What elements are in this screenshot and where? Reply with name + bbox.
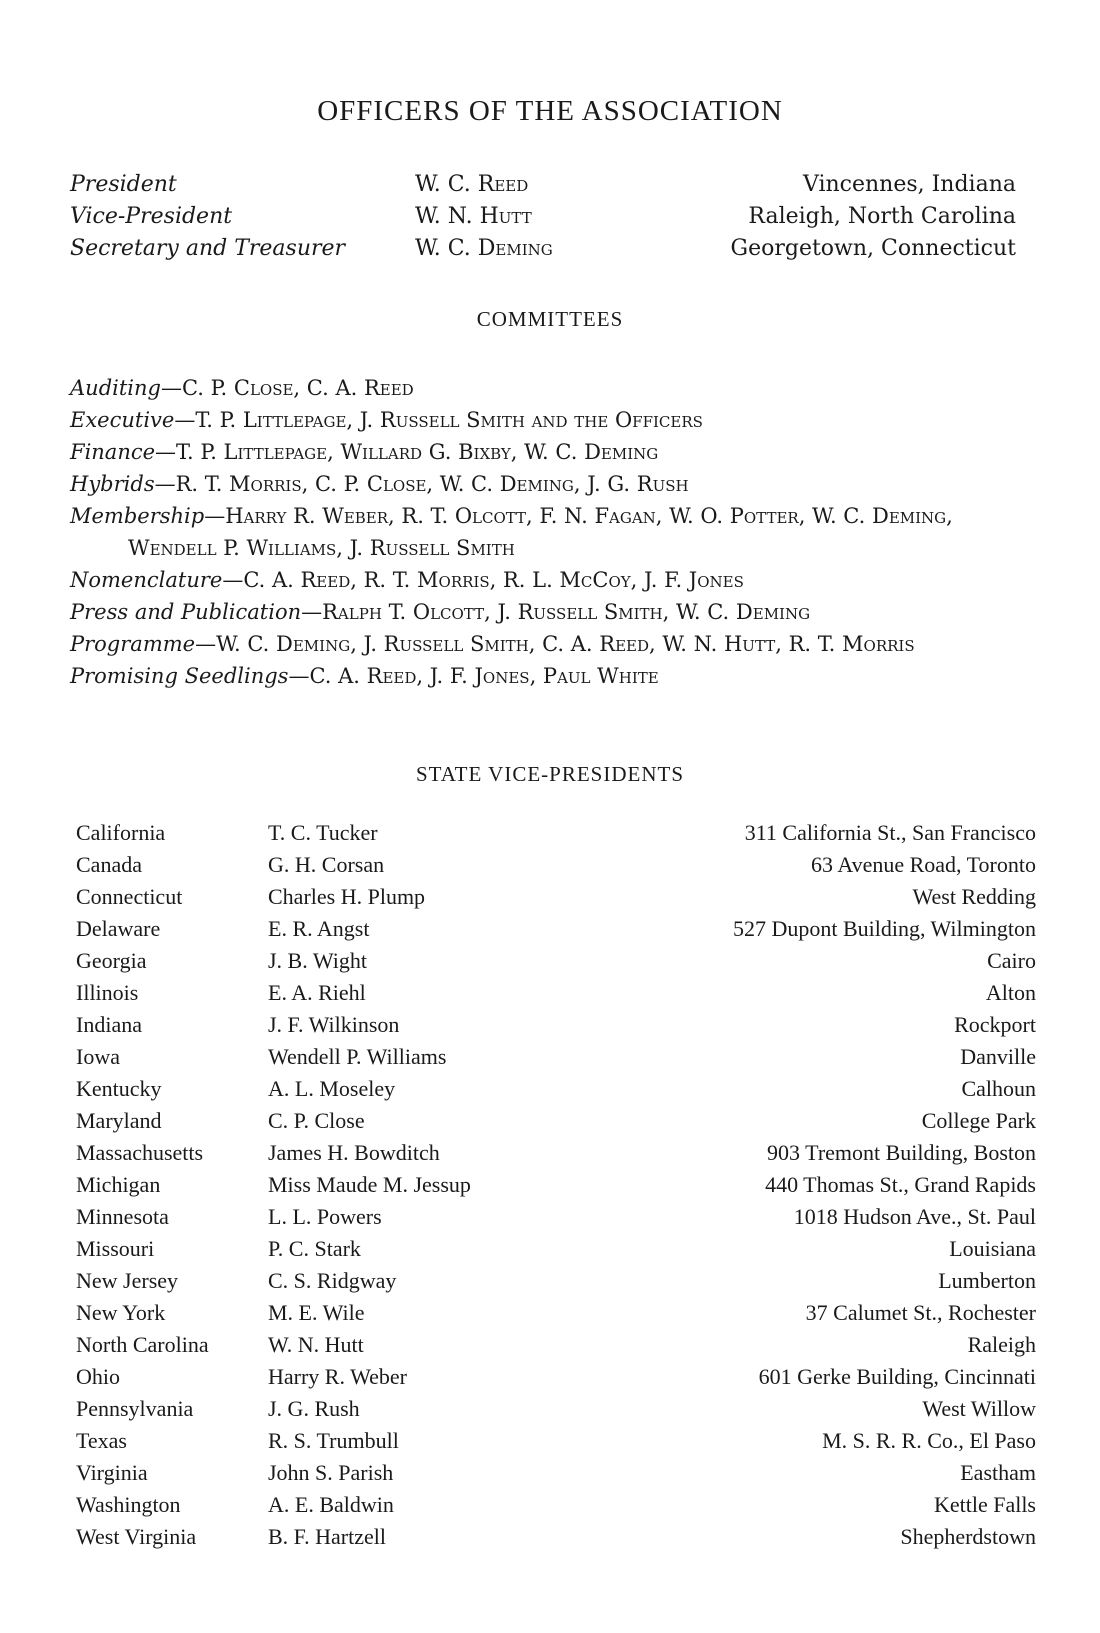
page-title: OFFICERS OF THE ASSOCIATION	[317, 95, 783, 127]
vp-address: Eastham	[960, 1460, 1036, 1485]
state-name: Washington	[76, 1492, 181, 1517]
state-name: Maryland	[76, 1108, 162, 1133]
committee-members: W. C. Deming, J. Russell Smith, C. A. Reed, W. N. Hutt, R. T. Morris	[216, 632, 915, 656]
state-name: New York	[76, 1300, 166, 1325]
committee-name: Press and Publication	[70, 600, 302, 624]
state-vp-row	[76, 820, 1036, 852]
committee-name: Programme	[70, 632, 196, 656]
committees-heading: COMMITTEES	[476, 307, 624, 331]
state-name: North Carolina	[76, 1332, 209, 1357]
vp-address: Calhoun	[961, 1076, 1036, 1101]
state-name: Delaware	[76, 916, 161, 941]
vp-name: C. S. Ridgway	[268, 1268, 397, 1293]
state-vp-row	[76, 1364, 1036, 1396]
state-vp-heading: STATE VICE-PRESIDENTS	[415, 762, 685, 786]
state-vp-row	[76, 1396, 1036, 1428]
vp-name: A. L. Moseley	[268, 1076, 396, 1101]
state-vp-row	[76, 1268, 1036, 1300]
committee-item: Promising Seedlings—C. A. Reed, J. F. Jones, Paul White	[70, 664, 659, 688]
committee-item: Auditing—C. P. Close, C. A. Reed	[70, 376, 414, 400]
state-vp-row	[76, 1012, 1036, 1044]
state-name: Iowa	[76, 1044, 120, 1069]
officer-role: Secretary and Treasurer	[70, 236, 346, 261]
state-vp-row	[76, 1044, 1036, 1076]
committee-item: Finance—T. P. Littlepage, Willard G. Bixby, W. C. Deming	[70, 440, 659, 464]
committee-members: T. P. Littlepage, Willard G. Bixby, W. C. Deming	[176, 440, 659, 464]
state-vp-row	[76, 1076, 1036, 1108]
vp-name: C. P. Close	[268, 1108, 365, 1133]
officer-name: W. C. Reed	[415, 172, 529, 197]
vp-name: W. N. Hutt	[268, 1332, 364, 1357]
vp-address: 903 Tremont Building, Boston	[767, 1140, 1036, 1165]
state-name: Minnesota	[76, 1204, 169, 1229]
vp-address: Louisiana	[949, 1236, 1036, 1261]
vp-name: Wendell P. Williams	[268, 1044, 447, 1069]
vp-address: College Park	[921, 1108, 1036, 1133]
state-vp-row	[76, 1236, 1036, 1268]
committee-name: Auditing	[70, 376, 161, 400]
state-name: Georgia	[76, 948, 147, 973]
officer-role: Vice-President	[70, 204, 233, 229]
committee-name: Hybrids	[70, 472, 155, 496]
state-name: Indiana	[76, 1012, 142, 1037]
vp-name: E. A. Riehl	[268, 980, 366, 1005]
state-vp-row	[76, 980, 1036, 1012]
state-vp-row	[76, 852, 1036, 884]
state-name: Michigan	[76, 1172, 161, 1197]
officer-name: W. N. Hutt	[415, 204, 532, 229]
officer-place: Vincennes, Indiana	[802, 172, 1016, 197]
state-vp-row	[76, 1300, 1036, 1332]
vp-name: Harry R. Weber	[268, 1364, 407, 1389]
vp-address: M. S. R. R. Co., El Paso	[822, 1428, 1036, 1453]
vp-address: 63 Avenue Road, Toronto	[811, 852, 1036, 877]
vp-address: Raleigh	[967, 1332, 1036, 1357]
vp-name: R. S. Trumbull	[268, 1428, 399, 1453]
state-vp-row	[76, 1204, 1036, 1236]
vp-address: 311 California St., San Francisco	[744, 820, 1036, 845]
state-vp-row	[76, 1524, 1036, 1556]
vp-name: Miss Maude M. Jessup	[268, 1172, 471, 1197]
committee-name: Finance	[70, 440, 156, 464]
vp-name: James H. Bowditch	[268, 1140, 440, 1165]
officer-place: Raleigh, North Carolina	[748, 204, 1016, 229]
state-name: Texas	[76, 1428, 127, 1453]
state-vp-row	[76, 1140, 1036, 1172]
committee-name: Promising Seedlings	[70, 664, 289, 688]
committee-members: C. A. Reed, R. T. Morris, R. L. McCoy, J. F. Jones	[243, 568, 744, 592]
officer-role: President	[70, 172, 177, 197]
committee-name: Membership	[70, 504, 205, 528]
committee-name: Executive	[70, 408, 175, 432]
state-name: New Jersey	[76, 1268, 179, 1293]
vp-name: P. C. Stark	[268, 1236, 361, 1261]
state-name: Ohio	[76, 1364, 120, 1389]
committee-name: Nomenclature	[70, 568, 223, 592]
vp-name: J. G. Rush	[268, 1396, 360, 1421]
state-name: Kentucky	[76, 1076, 162, 1101]
committee-members: C. A. Reed, J. F. Jones, Paul White	[309, 664, 659, 688]
state-name: Virginia	[76, 1460, 148, 1485]
state-name: Missouri	[76, 1236, 155, 1261]
officers-list	[0, 172, 1100, 268]
vp-name: G. H. Corsan	[268, 852, 385, 877]
committee-item: Press and Publication—Ralph T. Olcott, J. Russell Smith, W. C. Deming	[70, 600, 811, 624]
state-name: Canada	[76, 852, 142, 877]
officer-row	[0, 236, 1100, 268]
state-vp-row	[76, 1332, 1036, 1364]
committee-members: Harry R. Weber, R. T. Olcott, F. N. Fagan, W. O. Potter, W. C. Deming, Wendell P. Williams, J. Russell Smith	[128, 504, 953, 560]
committee-item: Hybrids—R. T. Morris, C. P. Close, W. C. Deming, J. G. Rush	[70, 472, 689, 496]
vp-address: Lumberton	[938, 1268, 1036, 1293]
committee-members: C. P. Close, C. A. Reed	[181, 376, 414, 400]
vp-address: West Willow	[922, 1396, 1036, 1421]
committee-item: Membership—Harry R. Weber, R. T. Olcott, F. N. Fagan, W. O. Potter, W. C. Deming, Wendell P. Williams, J. Russell Smith	[70, 504, 953, 560]
state-name: West Virginia	[76, 1524, 197, 1549]
vp-address: Alton	[985, 980, 1036, 1005]
state-vp-list	[76, 820, 1036, 1556]
vp-address: West Redding	[912, 884, 1036, 909]
vp-name: J. B. Wight	[268, 948, 367, 973]
officer-place: Georgetown, Connecticut	[730, 236, 1016, 261]
vp-address: Shepherdstown	[900, 1524, 1036, 1549]
committee-members: T. P. Littlepage, J. Russell Smith and the Officers	[195, 408, 703, 432]
state-vp-row	[76, 1460, 1036, 1492]
vp-name: John S. Parish	[268, 1460, 394, 1485]
vp-name: T. C. Tucker	[268, 820, 378, 845]
committee-members: Ralph T. Olcott, J. Russell Smith, W. C. Deming	[322, 600, 811, 624]
officer-row	[0, 172, 1100, 204]
officer-row	[0, 204, 1100, 236]
state-vp-row	[76, 1108, 1036, 1140]
state-vp-row	[76, 884, 1036, 916]
vp-address: 440 Thomas St., Grand Rapids	[765, 1172, 1036, 1197]
state-name: Connecticut	[76, 884, 183, 909]
committee-item: Programme—W. C. Deming, J. Russell Smith, C. A. Reed, W. N. Hutt, R. T. Morris	[70, 632, 915, 656]
state-vp-row	[76, 948, 1036, 980]
committees-list	[70, 372, 1040, 692]
state-vp-row	[76, 1428, 1036, 1460]
vp-address: 1018 Hudson Ave., St. Paul	[793, 1204, 1036, 1229]
vp-address: Cairo	[987, 948, 1036, 973]
vp-address: 601 Gerke Building, Cincinnati	[758, 1364, 1036, 1389]
vp-name: A. E. Baldwin	[268, 1492, 394, 1517]
vp-address: 527 Dupont Building, Wilmington	[732, 916, 1036, 941]
vp-name: M. E. Wile	[268, 1300, 365, 1325]
officer-name: W. C. Deming	[415, 236, 553, 261]
state-vp-row	[76, 916, 1036, 948]
vp-address: 37 Calumet St., Rochester	[805, 1300, 1036, 1325]
vp-name: Charles H. Plump	[268, 884, 426, 909]
vp-address: Kettle Falls	[933, 1492, 1036, 1517]
vp-address: Danville	[960, 1044, 1036, 1069]
vp-name: B. F. Hartzell	[268, 1524, 386, 1549]
vp-name: E. R. Angst	[268, 916, 370, 941]
vp-name: L. L. Powers	[268, 1204, 382, 1229]
state-name: Illinois	[76, 980, 139, 1005]
committee-item: Nomenclature—C. A. Reed, R. T. Morris, R. L. McCoy, J. F. Jones	[70, 568, 744, 592]
committee-members: R. T. Morris, C. P. Close, W. C. Deming, J. G. Rush	[175, 472, 689, 496]
state-name: California	[76, 820, 166, 845]
state-name: Massachusetts	[76, 1140, 204, 1165]
state-name: Pennsylvania	[76, 1396, 194, 1421]
vp-address: Rockport	[954, 1012, 1036, 1037]
state-vp-row	[76, 1492, 1036, 1524]
state-vp-row	[76, 1172, 1036, 1204]
vp-name: J. F. Wilkinson	[268, 1012, 400, 1037]
committee-item: Executive—T. P. Littlepage, J. Russell Smith and the Officers	[70, 408, 703, 432]
